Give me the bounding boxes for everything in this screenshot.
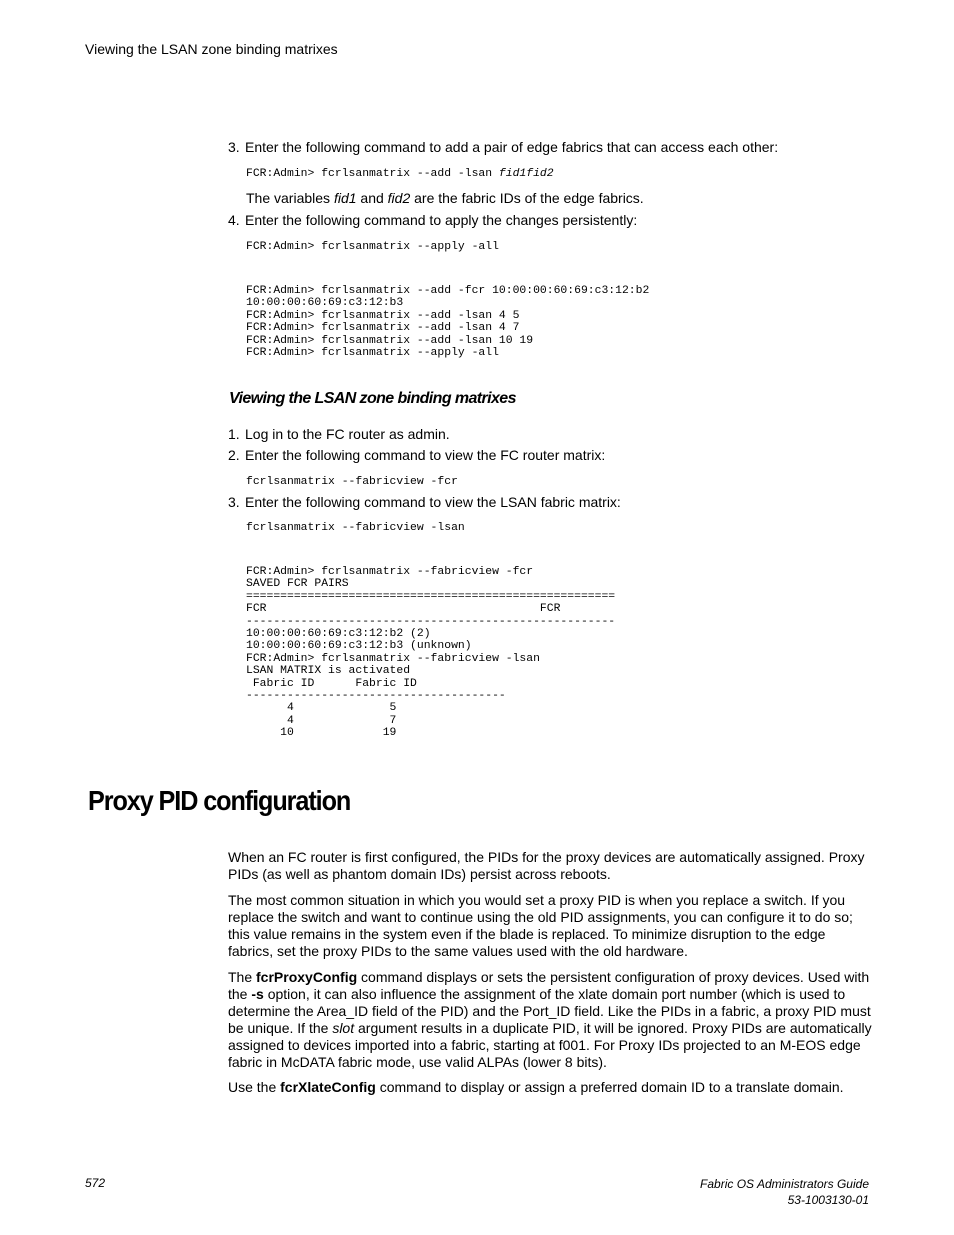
doc-number: 53-1003130-01 [787, 1193, 869, 1207]
note-text: The variables [246, 190, 334, 206]
argument-name: slot [332, 1020, 355, 1036]
code-text: FCR:Admin> fcrlsanmatrix --add -lsan [246, 168, 499, 180]
code-fabricview-fcr: fcrlsanmatrix --fabricview -fcr [246, 476, 458, 488]
note-var-fid2: fid2 [387, 190, 411, 206]
paragraph-2: The most common situation in which you would set a proxy PID is when you replace a switch. If you replace the switch and want to continue using the old PID assignments, you can configure it to do so; this value remains in the system even if the blade is replaced. To minimize disruption to the edge fabrics, set the proxy PIDs to the same values used with the old hardware. [228, 892, 853, 959]
code-add-lsan [246, 168, 554, 180]
step-number: 4. [228, 212, 240, 228]
paragraph-1: When an FC router is first configured, the PIDs for the proxy devices are automatically assigned. Proxy PIDs (as well as phantom domain IDs) persist across reboots. [228, 849, 865, 882]
step-number: 3. [228, 139, 240, 155]
step-number: 1. [228, 426, 240, 442]
code-example-output: FCR:Admin> fcrlsanmatrix --fabricview -fcr SAVED FCR PAIRS ====================================================== FCR FCR ------------------------------------------------------ 10:00:00:60:69:c3:12:b2 (2) 10:00:00:60:69:c3:12:b3 (unknown) FCR:Admin> fcrlsanmatrix --fabricview -lsan LSAN MATRIX is activated Fabric ID Fabric ID -------------------------------------- 4 5 4 7 10 19 [246, 566, 616, 740]
step-text: Enter the following command to add a pair of edge fabrics that can access each other: [245, 139, 779, 155]
code-example-add: FCR:Admin> fcrlsanmatrix --add -fcr 10:00:00:60:69:c3:12:b2 10:00:00:60:69:c3:12:b3 FCR:Admin> fcrlsanmatrix --add -lsan 4 5 FCR:Admin> fcrlsanmatrix --add -lsan 4 7 FCR:Admin> fcrlsanmatrix --add -lsan 10 19 FCR:Admin> fcrlsanmatrix --apply -all [246, 285, 650, 360]
command-name: fcrProxyConfig [256, 969, 358, 985]
footer-doc-info [700, 1176, 869, 1208]
para-text: command to display or assign a preferred domain ID to a translate domain. [375, 1079, 844, 1095]
note-text: are the fabric IDs of the edge fabrics. [410, 190, 644, 206]
note-var-fid1: fid1 [333, 190, 357, 206]
section-title: Proxy PID configuration [88, 785, 351, 816]
para-text: command displays or sets the persistent configuration of proxy devices. Used with the [228, 969, 870, 1002]
step-2-view-fcr [228, 447, 605, 463]
step-3-add-pair [228, 139, 778, 155]
para-text: The [228, 969, 257, 985]
command-name: fcrXlateConfig [280, 1079, 376, 1095]
step-number: 2. [228, 447, 240, 463]
step-text: Enter the following command to apply the changes persistently: [245, 212, 638, 228]
paragraph-3 [228, 969, 873, 1071]
step-number: 3. [228, 494, 240, 510]
step-4-apply [228, 212, 637, 228]
code-fabricview-lsan: fcrlsanmatrix --fabricview -lsan [246, 522, 465, 534]
guide-title: Fabric OS Administrators Guide [700, 1177, 869, 1191]
step-text: Log in to the FC router as admin. [245, 426, 450, 442]
para-text: Use the [228, 1079, 281, 1095]
variables-note [246, 190, 644, 207]
code-apply: FCR:Admin> fcrlsanmatrix --apply -all [246, 241, 499, 253]
step-text: Enter the following command to view the LSAN fabric matrix: [245, 494, 621, 510]
option-name: -s [251, 986, 264, 1002]
step-1-login [228, 426, 450, 442]
step-text: Enter the following command to view the FC router matrix: [245, 447, 606, 463]
running-head: Viewing the LSAN zone binding matrixes [85, 41, 338, 57]
para-text: argument results in a duplicate PID, it will be ignored. Proxy PIDs are automatically assigned to devices imported into a fabric, starting at f001. For Proxy IDs projected to an M-EOS edge fabric in McDATA fabric mode, use valid ALPAs (lower 8 bits). [228, 1020, 872, 1070]
code-variable: fid1fid2 [498, 168, 554, 180]
page-number: 572 [85, 1176, 106, 1190]
step-3-view-lsan [228, 494, 621, 510]
para-text: option, it can also influence the assignment of the xlate domain port number (which is used to determine the Area_ID field of the PID) and the Port_ID field. Like the PIDs in a fabric, a proxy PID must be unique. If the [228, 986, 871, 1036]
note-text: and [356, 190, 388, 206]
paragraph-4 [228, 1079, 873, 1096]
subsection-heading: Viewing the LSAN zone binding matrixes [229, 390, 516, 407]
